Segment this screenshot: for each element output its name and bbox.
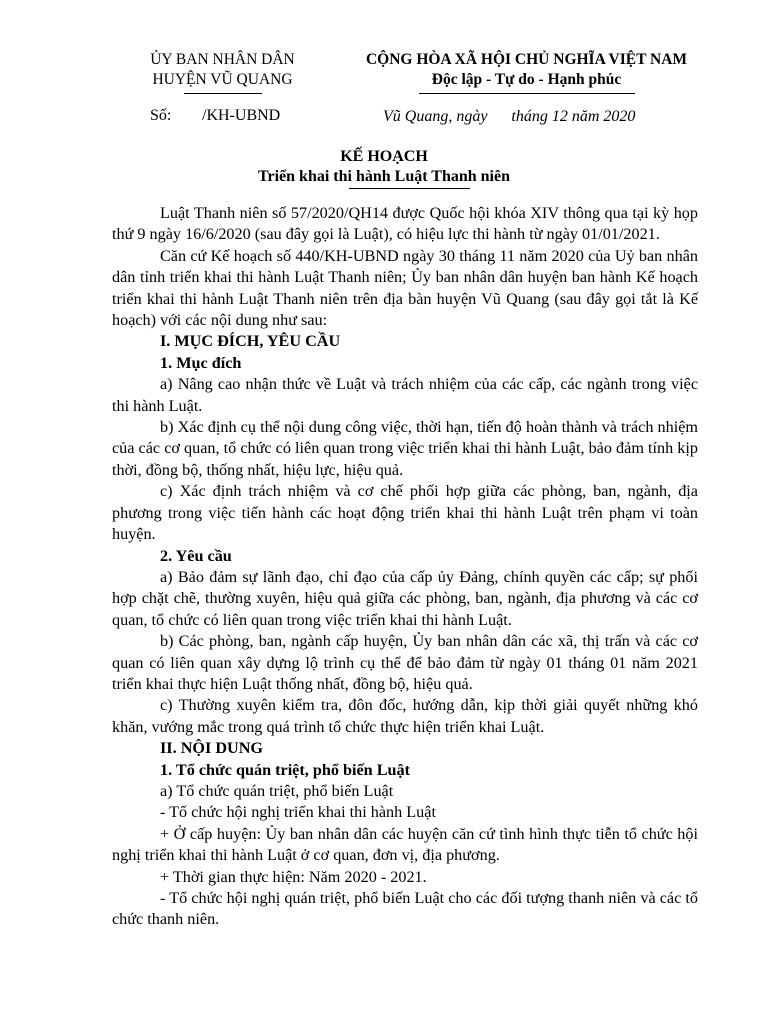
paragraph: c) Xác định trách nhiệm và cơ chế phối hợp giữa các phòng, ban, ngành, địa phương trong việc tiến hành các hoạt động triển khai thi hành Luật trên phạm vi toàn huyện. <box>112 482 698 544</box>
document-type-title: KẾ HOẠCH <box>340 148 428 165</box>
paragraph: c) Thường xuyên kiểm tra, đôn đốc, hướng dẫn, kịp thời giải quyết những khó khăn, vướng mắc trong quá trình tổ chức thực hiện triển khai Luật. <box>112 696 698 736</box>
document-number-value: /KH-UBND <box>202 107 281 124</box>
authority-line-2: HUYỆN VŨ QUANG <box>152 71 293 88</box>
motto-underline <box>419 93 635 94</box>
document-number-label: Số: <box>150 107 172 124</box>
paragraph: b) Các phòng, ban, ngành cấp huyện, Ủy ban nhân dân các xã, thị trấn và các cơ quan có liên quan xây dựng lộ trình cụ thể để bảo đảm từ ngày 01 tháng 01 năm 2021 triển khai thực hiện Luật thống nhất, đồng bộ, hiệu quả. <box>112 632 698 693</box>
paragraph: Căn cứ Kế hoạch số 440/KH-UBND ngày 30 tháng 11 năm 2020 của Uỷ ban nhân dân tỉnh triển khai thi hành Luật Thanh niên; Ủy ban nhân dân huyện ban hành Kế hoạch triển khai thi hành Luật Thanh niên trên địa bàn huyện Vũ Quang (sau đây gọi tắt là Kế hoạch) với các nội dung như sau: <box>112 246 698 330</box>
document-number <box>150 107 280 125</box>
issuing-authority <box>120 50 325 94</box>
subsection-heading: 1. Tổ chức quán triệt, phổ biến Luật <box>160 760 411 779</box>
paragraph: b) Xác định cụ thể nội dung công việc, thời hạn, tiến độ hoàn thành và trách nhiệm của các cơ quan, tổ chức có liên quan trong việc triển khai thi hành Luật, bảo đảm tính kịp thời, đồng bộ, thống nhất, hiệu lực, hiệu quả. <box>112 418 698 479</box>
title-underline <box>349 188 470 189</box>
country-name: CỘNG HÒA XÃ HỘI CHỦ NGHĨA VIỆT NAM <box>365 51 688 68</box>
national-motto <box>335 50 718 94</box>
paragraph: a) Nâng cao nhận thức về Luật và trách nhiệm của các cấp, các ngành trong việc thi hành Luật. <box>112 375 698 415</box>
paragraph: + Ở cấp huyện: Ủy ban nhân dân các huyện căn cứ tình hình thực tiễn tổ chức hội nghị triển khai thi hành Luật ở cơ quan, đơn vị, địa phương. <box>112 824 698 865</box>
paragraph: - Tổ chức hội nghị quán triệt, phổ biến Luật cho các đối tượng thanh niên và các tổ chức thanh niên. <box>112 889 698 929</box>
document-subject-title: Triển khai thi hành Luật Thanh niên <box>258 168 510 185</box>
section-heading: II. NỘI DUNG <box>160 739 263 758</box>
authority-line-1: ỦY BAN NHÂN DÂN <box>150 51 295 68</box>
paragraph: a) Bảo đảm sự lãnh đạo, chỉ đạo của cấp ủy Đảng, chính quyền các cấp; sự phối hợp chặt chẽ, thường xuyên, hiệu quả giữa các phòng, ban, ngành, địa phương và các cơ quan, tổ chức có liên quan trong việc triển khai thi hành Luật. <box>112 567 698 629</box>
paragraph: Luật Thanh niên số 57/2020/QH14 được Quốc hội khóa XIV thông qua tại kỳ họp thứ 9 ngày 16/6/2020 (sau đây gọi là Luật), có hiệu lực thi hành từ ngày 01/01/2021. <box>112 204 698 244</box>
authority-underline <box>184 93 262 94</box>
motto: Độc lập - Tự do - Hạnh phúc <box>431 71 622 88</box>
paragraph: + Thời gian thực hiện: Năm 2020 - 2021. <box>160 867 427 886</box>
section-heading: I. MỤC ĐÍCH, YÊU CẦU <box>160 332 341 351</box>
subsection-heading: 2. Yêu cầu <box>160 546 232 565</box>
paragraph: - Tổ chức hội nghị triển khai thi hành Luật <box>160 803 436 822</box>
document-body <box>112 203 698 931</box>
subsection-heading: 1. Mục đích <box>160 353 242 372</box>
place-and-date: Vũ Quang, ngày tháng 12 năm 2020 <box>383 108 636 125</box>
paragraph: a) Tổ chức quán triệt, phổ biến Luật <box>160 781 394 800</box>
